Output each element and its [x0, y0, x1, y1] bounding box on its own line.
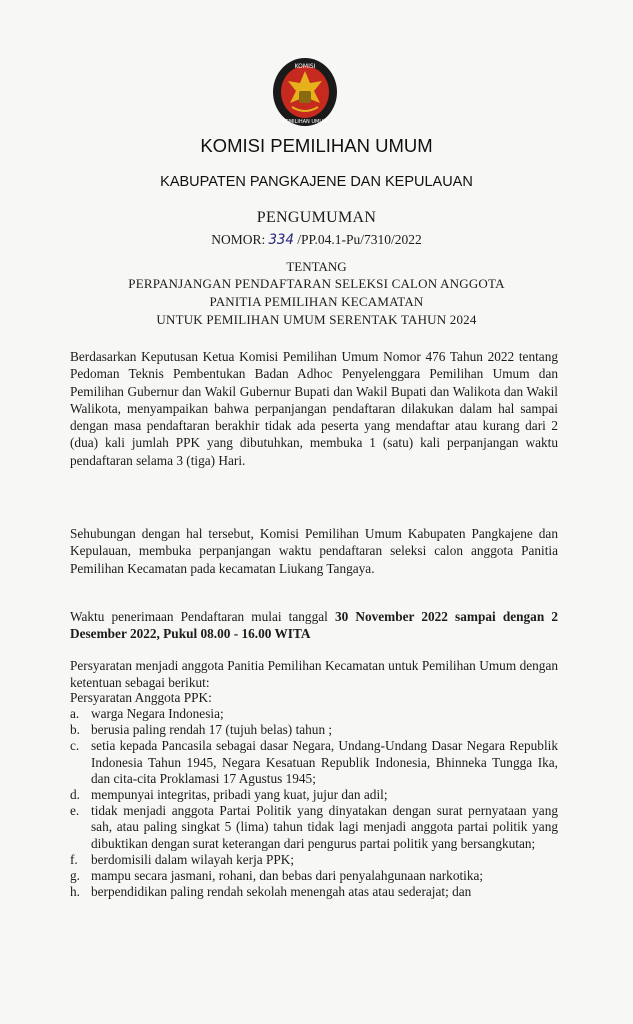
list-item-letter: f.: [70, 851, 78, 867]
list-item: [70, 868, 558, 884]
list-item-text: berpendidikan paling rendah sekolah menengah atas atau sederajat; dan: [91, 884, 472, 900]
list-item-text: berdomisili dalam wilayah kerja PPK;: [91, 851, 295, 867]
list-item: [70, 738, 558, 787]
list-item-text: warga Negara Indonesia;: [91, 706, 224, 721]
list-item: [70, 787, 558, 803]
subject-line-1: PERPANJANGAN PENDAFTARAN SELEKSI CALON ANGGOTA: [128, 276, 505, 291]
announcement-title: PENGUMUMAN: [256, 209, 377, 226]
logo-bottom-text: PEMILIHAN UMUM: [282, 119, 328, 125]
list-item-letter: e.: [70, 803, 80, 819]
list-item: [70, 803, 558, 852]
list-item-text: tidak menjadi anggota Partai Politik yang dinyatakan dengan surat pernyataan yang sah, atau paling singkat 5 (lima) tahun tidak lagi menjadi anggota partai politik yang dibuktikan dengan surat keterangan dari pengurus partai politik yang bersangkutan;: [91, 803, 558, 851]
schedule-intro: Waktu penerimaan Pendaftaran mulai tanggal: [70, 609, 335, 624]
list-item: [70, 706, 558, 722]
number-label: NOMOR:: [211, 232, 266, 247]
requirements-title: Persyaratan Anggota PPK:: [70, 690, 212, 705]
subject-line-2: PANITIA PEMILIHAN KECAMATAN: [209, 294, 424, 309]
list-item-letter: d.: [70, 787, 80, 803]
institution-name: KOMISI PEMILIHAN UMUM: [200, 135, 433, 156]
list-item: [70, 884, 558, 900]
list-item-letter: a.: [70, 706, 80, 721]
paragraph-requirements-intro: Persyaratan menjadi anggota Panitia Pemilihan Kecamatan untuk Pemilihan Umum dengan ketentuan sebagai berikut:: [70, 658, 558, 691]
institution-region: KABUPATEN PANGKAJENE DAN KEPULAUAN: [160, 174, 473, 190]
about-label: TENTANG: [286, 259, 347, 274]
list-item-letter: g.: [70, 868, 80, 884]
list-item: [70, 722, 558, 738]
schedule-dates: 30 November 2022 sampai dengan 2 Desember 2022, Pukul 08.00 - 16.00 WITA: [70, 609, 558, 642]
handwritten-number: 334: [268, 232, 294, 248]
list-item-text: mempunyai integritas, pribadi yang kuat, jujur dan adil;: [91, 787, 388, 803]
list-item: [70, 852, 558, 868]
paragraph-basis: Berdasarkan Keputusan Ketua Komisi Pemilihan Umum Nomor 476 Tahun 2022 tentang Pedoman Teknis Pembentukan Badan Adhoc Penyelenggara Pemilihan Umum dan Pemilihan Gubernur dan Wakil Gubernur Bupati dan Wakil Bupati dan Walikota dan Wakil Walikota, menyampaikan bahwa perpanjangan pendaftaran dilakukan dalam hal sampai dengan masa pendaftaran berakhir tidak ada peserta yang mendaftar atau kurang dari 2 (dua) kali jumlah PPK yang dibutuhkan, membuka 1 (satu) kali perpanjangan waktu pendaftaran selama 3 (tiga) Hari.: [70, 349, 558, 468]
list-item-letter: b.: [70, 722, 80, 738]
list-item-letter: c.: [70, 738, 80, 754]
subject-line-3: UNTUK PEMILIHAN UMUM SERENTAK TAHUN 2024: [156, 312, 477, 327]
announcement-number: [0, 232, 633, 248]
number-suffix: /PP.04.1-Pu/7310/2022: [297, 232, 422, 247]
list-item-text: berusia paling rendah 17 (tujuh belas) tahun ;: [91, 722, 333, 738]
kpu-logo-icon: [272, 57, 338, 127]
list-item-text: mampu secara jasmani, rohani, dan bebas dari penyalahgunaan narkotika;: [91, 868, 484, 884]
requirements-list: [70, 706, 558, 900]
logo-top-text: KOMISI: [294, 63, 316, 70]
paragraph-opening: Sehubungan dengan hal tersebut, Komisi Pemilihan Umum Kabupaten Pangkajene dan Kepulauan, membuka perpanjangan waktu pendaftaran seleksi calon anggota Panitia Pemilihan Kecamatan pada kecamatan Liukang Tangaya.: [70, 526, 558, 576]
list-item-letter: h.: [70, 884, 80, 900]
list-item-text: setia kepada Pancasila sebagai dasar Negara, Undang-Undang Dasar Negara Republik Indonesia Tahun 1945, Negara Kesatuan Republik Indonesia, Bhinneka Tungga Ika, dan cita-cita Proklamasi 17 Agustus 1945;: [91, 738, 558, 786]
paragraph-schedule: [70, 608, 558, 643]
